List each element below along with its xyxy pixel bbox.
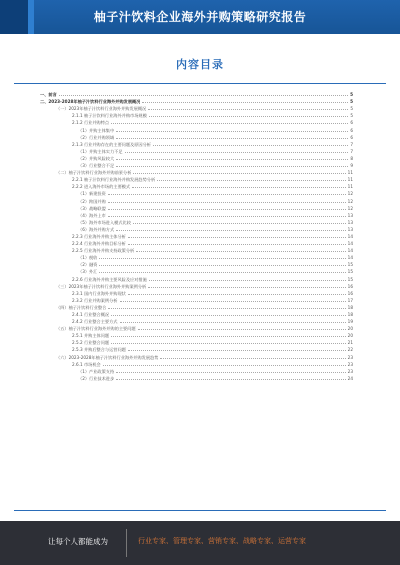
dot-leader (128, 243, 346, 245)
toc-entry-title: 2.2.6 行业海外并购主要风险及应对措施 (72, 276, 147, 282)
dot-leader (108, 193, 346, 195)
toc-entry-page: 17 (347, 297, 353, 303)
toc-entry-title: 2.1.3 行业并购存在的主要问题及原因分析 (72, 141, 151, 147)
dot-leader (116, 378, 345, 380)
toc-entry[interactable] (40, 182, 353, 189)
toc-entry-page: 7 (350, 141, 353, 147)
toc-entry-page: 5 (350, 99, 353, 105)
dot-leader (111, 122, 348, 124)
toc-entry-page: 7 (350, 148, 353, 154)
dot-leader (149, 115, 349, 117)
dot-leader (111, 335, 346, 337)
toc-entry-page: 8 (350, 155, 353, 161)
dot-leader (128, 293, 346, 295)
toc-entry-page: 12 (347, 198, 353, 204)
toc-entry-title: （二）柚子汁饮料行业海外并购前景分析 (56, 170, 132, 176)
toc-entry-title: （五）柚子汁饮料行业海外并购的主要问题 (56, 326, 136, 332)
toc-entry[interactable] (40, 296, 353, 303)
dot-leader (125, 151, 349, 153)
toc-entry[interactable] (40, 125, 353, 132)
toc-entry-page: 15 (347, 276, 353, 282)
toc-entry-page: 23 (347, 361, 353, 367)
dot-leader (120, 321, 346, 323)
dot-leader (108, 208, 346, 210)
toc-entry-title: （1）产业政策支持 (78, 368, 115, 374)
toc-entry-title: （3）行业整合不足 (78, 163, 115, 169)
toc-entry[interactable] (40, 338, 353, 345)
toc-entry[interactable] (40, 168, 353, 175)
toc-entry-title: （一）2023年柚子汁饮料行业海外并购发展概况 (56, 106, 147, 112)
toc-entry-title: 2.3.2 行业并购案例分析 (72, 297, 118, 303)
header-bar (0, 0, 400, 34)
toc-entry[interactable] (40, 352, 353, 359)
toc-entry-title: 二、2023-2028年柚子汁饮料行业海外并购发展概况 (40, 99, 141, 105)
toc-entry-title: 2.2.2 进入海外市场的主要模式 (72, 184, 131, 190)
toc-entry-page: 24 (347, 375, 353, 381)
toc-entry-title: 2.4.2 行业整合主要方式 (72, 319, 118, 325)
toc-entry[interactable] (40, 331, 353, 338)
footer-roles: 行业专家、管理专家、营销专家、战略专家、运营专家 (138, 537, 306, 545)
toc-entry-page: 5 (350, 113, 353, 119)
toc-entry[interactable] (40, 367, 353, 374)
toc-entry-page: 11 (347, 184, 353, 190)
toc-entry-title: （2）并购风险较大 (78, 155, 115, 161)
toc-entry-page: 23 (347, 368, 353, 374)
toc-entry[interactable] (40, 196, 353, 203)
toc-entry-page: 23 (347, 354, 353, 360)
dot-leader (59, 94, 348, 96)
toc-entry-page: 15 (347, 269, 353, 275)
toc-entry-title: 2.2.1 柚子汁饮料行业海外并购发展趋势分析 (72, 177, 156, 183)
toc-entry[interactable] (40, 189, 353, 196)
dot-leader (148, 108, 348, 110)
toc-entry[interactable] (40, 282, 353, 289)
dot-leader (116, 137, 348, 139)
toc-entry[interactable] (40, 360, 353, 367)
dot-leader (116, 165, 348, 167)
dot-leader (128, 236, 346, 238)
toc-entry[interactable] (40, 374, 353, 381)
toc-entry[interactable] (40, 90, 353, 97)
dot-leader (116, 130, 348, 132)
toc-entry-title: 2.1.2 行业并购特点 (72, 120, 110, 126)
toc-entry-title: （1）并购主体集中 (78, 127, 115, 133)
toc-entry[interactable] (40, 175, 353, 182)
dot-leader (136, 250, 345, 252)
dot-leader (128, 349, 346, 351)
toc-entry-title: 2.5.1 并购主体问题 (72, 333, 110, 339)
toc-entry-title: （1）新建投资 (78, 191, 106, 197)
dot-leader (160, 357, 345, 359)
toc-entry-title: （2）行业技术进步 (78, 375, 115, 381)
toc-entry-page: 19 (347, 319, 353, 325)
toc-entry-page: 21 (347, 340, 353, 346)
toc-entry-title: 2.2.3 行业海外并购主体分析 (72, 233, 126, 239)
toc-entry[interactable] (40, 225, 353, 232)
dot-leader (108, 215, 346, 217)
dot-leader (157, 179, 345, 181)
toc-entry-title: 2.5.2 行业整合问题 (72, 340, 110, 346)
toc-entry-title: （六）2023-2028年柚子汁饮料行业海外并购发展趋势 (56, 354, 159, 360)
toc-entry[interactable] (40, 310, 353, 317)
footer-slogan: 让每个人都能成为 (48, 537, 108, 546)
toc-entry-page: 13 (347, 226, 353, 232)
toc-entry[interactable] (40, 204, 353, 211)
footer-bar (0, 521, 400, 565)
toc-entry-title: （6）海外并购方式 (78, 226, 115, 232)
toc-entry-page: 6 (350, 120, 353, 126)
toc-entry-page: 20 (347, 333, 353, 339)
toc-entry-page: 6 (350, 134, 353, 140)
dot-leader (120, 300, 346, 302)
toc-entry[interactable] (40, 154, 353, 161)
toc-entry[interactable] (40, 324, 353, 331)
toc-entry-title: 2.4.1 行业整合概况 (72, 312, 110, 317)
document-title: 柚子汁饮料企业海外并购策略研究报告 (93, 10, 307, 24)
dot-leader (138, 328, 346, 330)
toc-entry[interactable] (40, 345, 353, 352)
toc-entry[interactable] (40, 111, 353, 118)
toc-entry-title: （三）2023年柚子汁饮料行业海外并购案例分析 (56, 283, 147, 289)
toc-entry-page: 15 (347, 262, 353, 268)
toc-entry-page: 12 (347, 191, 353, 197)
dot-leader (108, 307, 345, 309)
toc-entry-page: 18 (347, 312, 353, 317)
toc-entry-title: 2.5.3 并购后整合与运营问题 (72, 347, 126, 353)
dot-leader (116, 229, 345, 231)
toc-entry[interactable] (40, 161, 353, 168)
toc-entry-title: 一、前言 (40, 92, 57, 98)
toc-entry-page: 13 (347, 219, 353, 225)
toc-entry[interactable] (40, 140, 353, 147)
dot-leader (111, 342, 346, 344)
toc-entry[interactable] (40, 317, 353, 324)
dot-leader (153, 144, 348, 146)
toc-entry-page: 16 (347, 283, 353, 289)
toc-entry[interactable] (40, 267, 353, 274)
dot-leader (116, 158, 348, 160)
dot-leader (99, 264, 345, 266)
toc-heading: 内容目录 (176, 58, 224, 71)
toc-entry-page: 6 (350, 127, 353, 133)
toc-entry-title: （5）海外市场进入模式比较 (78, 219, 131, 225)
dot-leader (108, 201, 346, 203)
toc-entry-title: 2.1.1 柚子汁饮料行业海外并购市场规模 (72, 113, 147, 119)
toc-entry[interactable] (40, 303, 353, 310)
dot-leader (99, 271, 345, 273)
dot-leader (111, 314, 346, 316)
document-page (0, 34, 400, 521)
toc-entry[interactable] (40, 289, 353, 296)
dot-leader (149, 279, 346, 281)
dot-leader (116, 371, 345, 373)
toc-entry-title: （1）并购主体实力不足 (78, 148, 123, 154)
toc-entry[interactable] (40, 218, 353, 225)
toc-entry-title: （2）跨国并购 (78, 198, 106, 204)
toc-entry-title: （3）外汇 (78, 269, 98, 275)
dot-leader (133, 172, 345, 174)
toc-entry[interactable] (40, 133, 353, 140)
divider (14, 510, 386, 511)
dot-leader (99, 257, 345, 259)
toc-entry-title: （3）战略联盟 (78, 205, 106, 211)
toc-entry[interactable] (40, 253, 353, 260)
toc-entry[interactable] (40, 246, 353, 253)
toc-entry[interactable] (40, 147, 353, 154)
dot-leader (133, 222, 346, 224)
toc-entry-page: 16 (347, 290, 353, 296)
toc-entry[interactable] (40, 118, 353, 125)
toc-entry-title: 2.2.5 行业海外并购支持政策分析 (72, 248, 135, 254)
toc-entry-page: 20 (347, 326, 353, 332)
toc-entry-title: 2.2.4 行业海外并购目标分析 (72, 241, 126, 247)
toc-entry-title: （4）海外上市 (78, 212, 106, 218)
toc-entry-page: 5 (350, 92, 353, 98)
toc-entry-page: 11 (347, 177, 353, 183)
toc-entry-page: 22 (347, 347, 353, 353)
toc-entry[interactable] (40, 274, 353, 281)
toc-entry[interactable] (40, 232, 353, 239)
toc-entry[interactable] (40, 239, 353, 246)
toc-entry-title: 2.6.1 市场机会 (72, 361, 101, 367)
toc-entry-title: （四）柚子汁饮料行业整合 (56, 304, 107, 310)
dot-leader (142, 101, 348, 103)
toc-entry[interactable] (40, 97, 353, 104)
toc-entry-page: 5 (350, 106, 353, 112)
footer-divider (126, 529, 127, 557)
toc-entry[interactable] (40, 104, 353, 111)
toc-entry-page: 14 (347, 255, 353, 261)
dot-leader (132, 186, 346, 188)
toc-entry-title: （1）税收 (78, 255, 98, 261)
toc-entry-page: 14 (347, 233, 353, 239)
table-of-contents (40, 90, 353, 381)
toc-entry-page: 18 (347, 304, 353, 310)
toc-entry-title: （2）行业并购领域 (78, 134, 115, 140)
toc-entry-page: 9 (350, 163, 353, 169)
toc-entry-page: 14 (347, 248, 353, 254)
toc-entry-page: 14 (347, 241, 353, 247)
dot-leader (148, 286, 345, 288)
toc-entry-page: 12 (347, 205, 353, 211)
dot-leader (103, 364, 346, 366)
toc-entry-title: （2）融资 (78, 262, 98, 268)
toc-entry[interactable] (40, 260, 353, 267)
toc-entry-page: 11 (347, 170, 353, 176)
toc-entry[interactable] (40, 211, 353, 218)
divider (14, 83, 386, 84)
toc-entry-page: 13 (347, 212, 353, 218)
toc-entry-title: 2.3.1 国内行业海外并购现状 (72, 290, 126, 296)
